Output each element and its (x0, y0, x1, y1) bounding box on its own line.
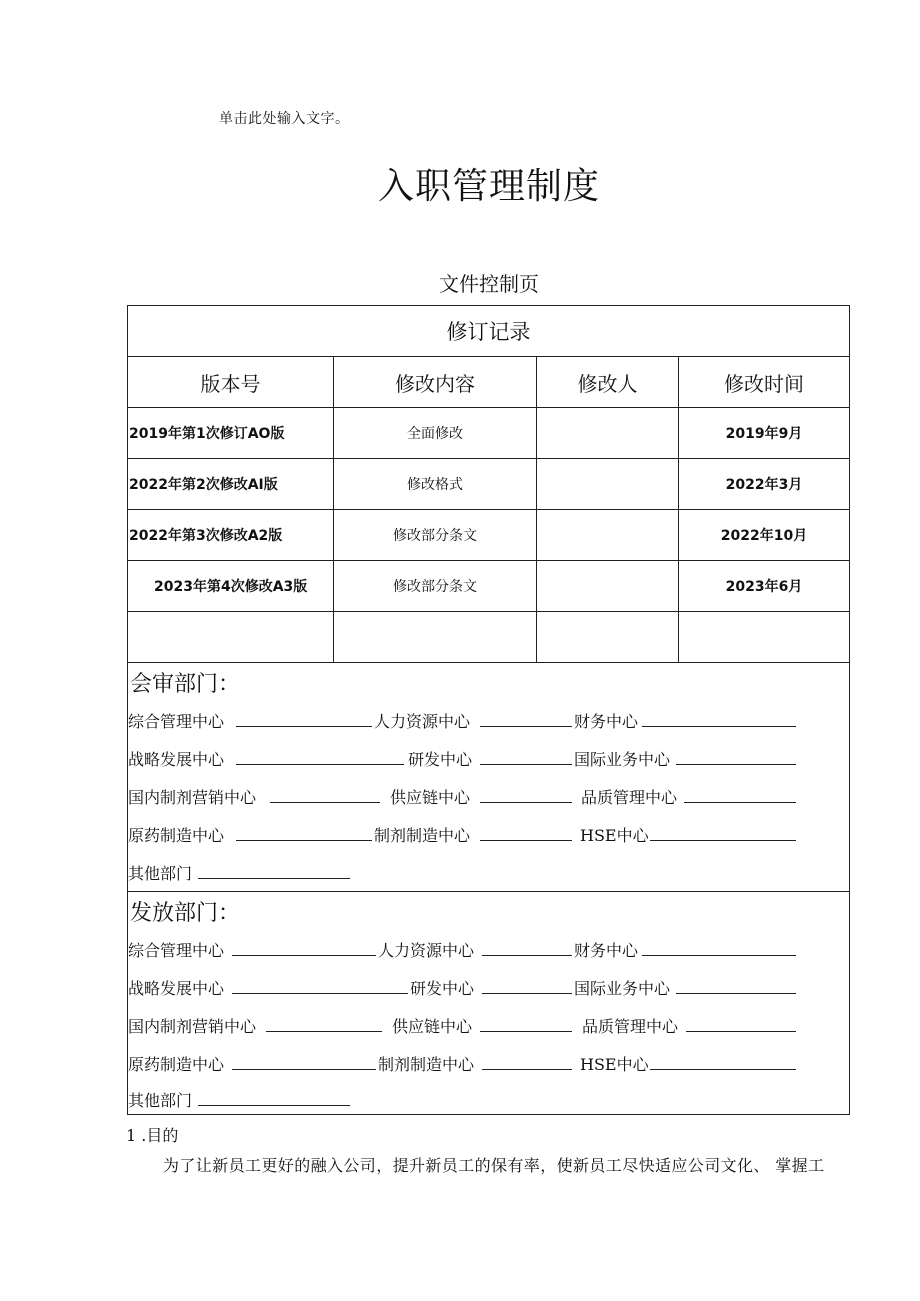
header-date: 修改时间 (679, 357, 850, 408)
signature-line[interactable] (232, 955, 376, 956)
revision-caption: 修订记录 (128, 306, 850, 357)
content-cell[interactable]: 全面修改 (334, 408, 537, 459)
editor-cell[interactable] (537, 510, 679, 561)
signature-line[interactable] (482, 993, 572, 994)
document-title: 入职管理制度 (377, 166, 600, 207)
signature-line[interactable] (684, 802, 796, 803)
version-cell[interactable]: 2019年第1次修订AO版 (128, 408, 334, 459)
dept-label: 其他部门 (128, 864, 193, 883)
editor-cell[interactable] (537, 408, 679, 459)
paragraph: 为了让新员工更好的融入公司，提升新员工的保有率，使新员工尽快适应公司文化、 掌握工 (163, 1156, 825, 1175)
dept-label: 供应链中心 (390, 788, 471, 807)
dept-label: 人力资源中心 (378, 941, 475, 960)
dept-label: 综合管理中心 (128, 941, 225, 960)
signature-line[interactable] (482, 955, 572, 956)
control-page-title: 文件控制页 (439, 272, 539, 296)
date-cell[interactable]: 2022年3月 (679, 459, 850, 510)
content-cell[interactable]: 修改格式 (334, 459, 537, 510)
signature-line[interactable] (650, 1069, 796, 1070)
dept-label: 研发中心 (408, 750, 473, 769)
dept-label: 国际业务中心 (574, 750, 671, 769)
signature-line[interactable] (480, 840, 572, 841)
dept-label: 国内制剂营销中心 (128, 1017, 257, 1036)
dept-label: 财务中心 (574, 712, 639, 731)
dept-label: HSE中心 (580, 826, 649, 845)
table-row (128, 612, 850, 663)
distribution-departments-section (128, 892, 850, 1115)
signature-line[interactable] (236, 726, 372, 727)
signature-line[interactable] (266, 1031, 382, 1032)
date-cell[interactable]: 2023年6月 (679, 561, 850, 612)
dept-label: 财务中心 (574, 941, 639, 960)
table-row (128, 459, 850, 510)
dept-label: 供应链中心 (392, 1017, 473, 1036)
dept-label: 战略发展中心 (128, 979, 225, 998)
signature-line[interactable] (686, 1031, 796, 1032)
header-editor: 修改人 (537, 357, 679, 408)
dept-label: 综合管理中心 (128, 712, 225, 731)
version-cell[interactable]: 2022年第3次修改A2版 (128, 510, 334, 561)
revision-table (127, 305, 850, 1115)
dept-label: 制剂制造中心 (378, 1055, 475, 1074)
version-cell[interactable]: 2022年第2次修改AI版 (128, 459, 334, 510)
signature-line[interactable] (236, 764, 404, 765)
section-heading: 1 .目的 (126, 1126, 179, 1145)
signature-line[interactable] (676, 764, 796, 765)
signature-line[interactable] (480, 764, 572, 765)
content-cell[interactable] (334, 612, 537, 663)
dept-label: 原药制造中心 (128, 1055, 225, 1074)
dept-label: 制剂制造中心 (374, 826, 471, 845)
signature-line[interactable] (642, 726, 796, 727)
signature-line[interactable] (232, 1069, 376, 1070)
signature-line[interactable] (480, 726, 572, 727)
header-content: 修改内容 (334, 357, 537, 408)
dept-label: 研发中心 (410, 979, 475, 998)
dept-label: 品质管理中心 (581, 788, 678, 807)
editor-cell[interactable] (537, 561, 679, 612)
table-row (128, 561, 850, 612)
content-cell[interactable]: 修改部分条文 (334, 561, 537, 612)
table-row (128, 510, 850, 561)
dept-label: 国际业务中心 (574, 979, 671, 998)
signature-line[interactable] (676, 993, 796, 994)
signature-line[interactable] (482, 1069, 572, 1070)
content-cell[interactable]: 修改部分条文 (334, 510, 537, 561)
header-version: 版本号 (128, 357, 334, 408)
version-cell[interactable]: 2023年第4次修改A3版 (128, 561, 334, 612)
review-departments-section (128, 663, 850, 892)
placeholder-text[interactable]: 单击此处输入文字。 (219, 111, 350, 127)
dept-label: 原药制造中心 (128, 826, 225, 845)
dept-label: 国内制剂营销中心 (128, 788, 257, 807)
signature-line[interactable] (198, 878, 350, 879)
distribution-departments-title: 发放部门： (130, 901, 241, 926)
version-cell[interactable] (128, 612, 334, 663)
signature-line[interactable] (480, 802, 572, 803)
date-cell[interactable]: 2022年10月 (679, 510, 850, 561)
signature-line[interactable] (236, 840, 372, 841)
editor-cell[interactable] (537, 459, 679, 510)
table-row (128, 408, 850, 459)
date-cell[interactable] (679, 612, 850, 663)
signature-line[interactable] (642, 955, 796, 956)
signature-line[interactable] (198, 1105, 350, 1106)
signature-line[interactable] (650, 840, 796, 841)
dept-label: 战略发展中心 (128, 750, 225, 769)
signature-line[interactable] (232, 993, 408, 994)
dept-label: 品质管理中心 (582, 1017, 679, 1036)
dept-label: 其他部门 (128, 1091, 193, 1110)
review-departments-title: 会审部门： (130, 672, 241, 697)
signature-line[interactable] (480, 1031, 572, 1032)
editor-cell[interactable] (537, 612, 679, 663)
date-cell[interactable]: 2019年9月 (679, 408, 850, 459)
signature-line[interactable] (270, 802, 380, 803)
dept-label: 人力资源中心 (374, 712, 471, 731)
dept-label: HSE中心 (580, 1055, 649, 1074)
